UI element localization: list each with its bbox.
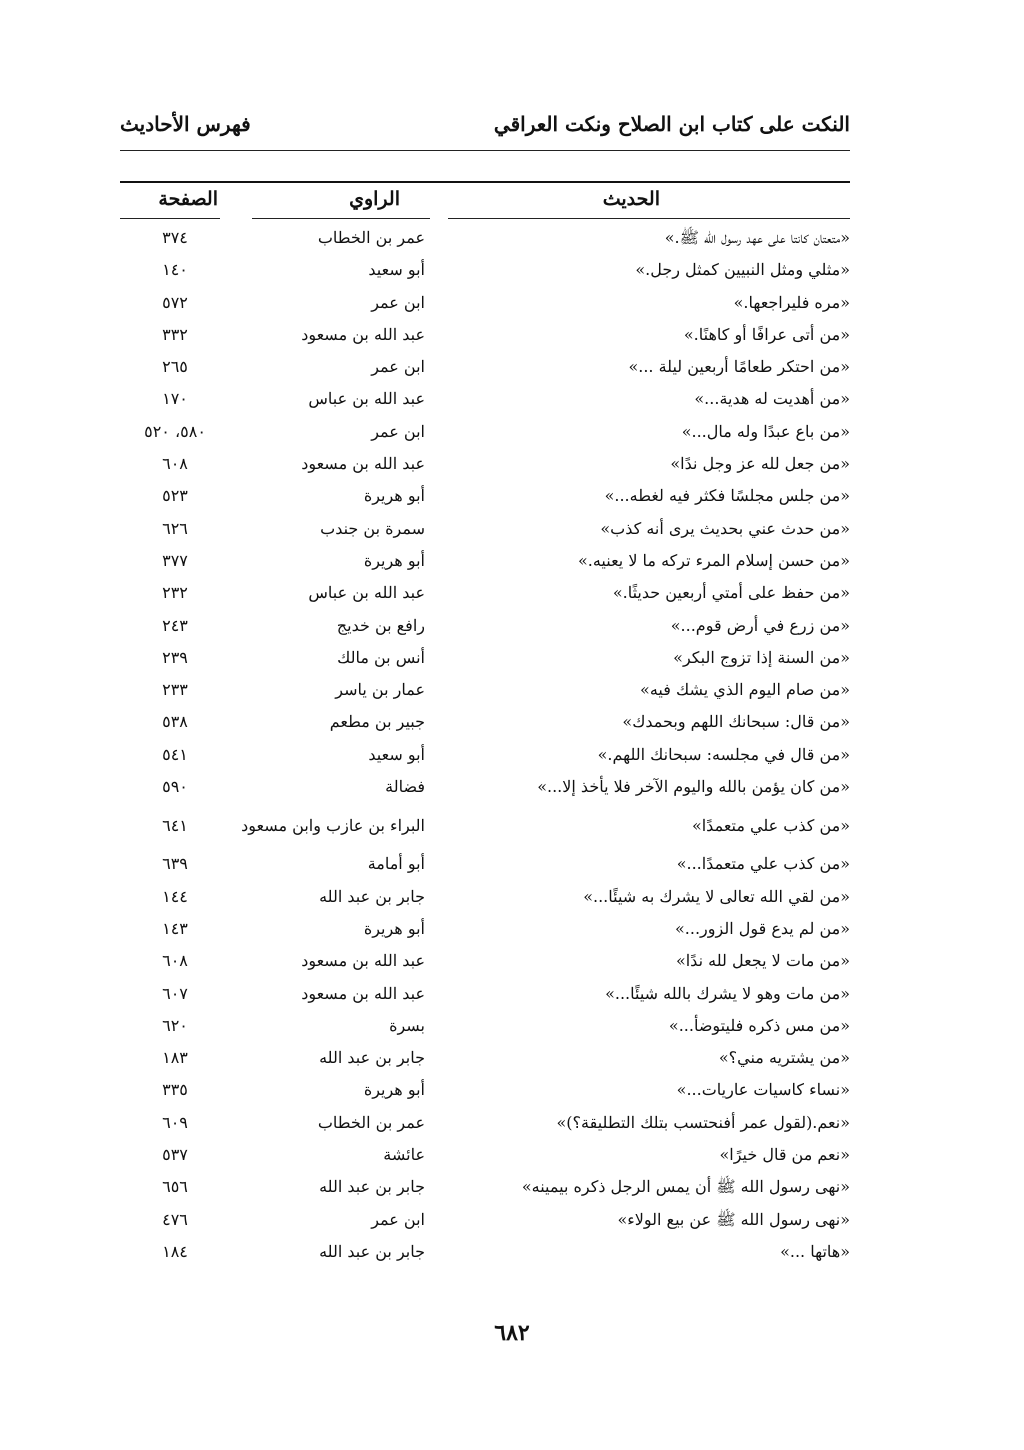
narrator-name: فضالة <box>385 777 425 797</box>
narrator-name: بسرة <box>389 1015 425 1035</box>
narrator-name: جابر بن عبد الله <box>319 1177 425 1197</box>
hadith-text: «متعتان كانتا على عهد رسول الله ﷺ.» <box>664 228 850 247</box>
hadith-text: «من جلس مجلسًا فكثر فيه لغطه...» <box>604 486 850 506</box>
narrator-name: جبير بن مطعم <box>329 712 425 732</box>
table-row <box>120 674 850 706</box>
page-reference: ٣٣٢ <box>162 324 188 344</box>
table-row <box>120 448 850 480</box>
narrator-name: أبو أمامة <box>367 854 425 874</box>
hadith-text: «من لم يدع قول الزور...» <box>675 918 850 938</box>
narrator-name: أبو سعيد <box>368 744 425 764</box>
hadith-text: «من يشتريه مني؟» <box>718 1048 850 1068</box>
table-row <box>120 254 850 286</box>
narrator-name: ابن عمر <box>371 292 425 312</box>
page-reference: ٣٧٤ <box>162 228 188 247</box>
page-reference: ٥٣٧ <box>162 1145 188 1165</box>
page-reference: ٥٩٠ <box>162 777 188 797</box>
table-row <box>120 739 850 771</box>
page-reference: ١٤٤ <box>162 886 188 906</box>
table-row <box>120 1074 850 1106</box>
hadith-text: «من باع عبدًا وله مال...» <box>681 421 850 441</box>
column-underline-page <box>120 218 220 219</box>
hadith-text: «مره فليراجعها.» <box>733 292 850 312</box>
table-row <box>120 978 850 1010</box>
table-row <box>120 1171 850 1203</box>
page-reference: ٦٠٧ <box>162 983 188 1003</box>
table-row <box>120 1139 850 1171</box>
hadith-text: «من حدث عني بحديث يرى أنه كذب» <box>600 518 850 538</box>
table-row <box>120 577 850 609</box>
hadith-text: «نهى رسول الله ﷺ عن بيع الولاء» <box>617 1209 850 1229</box>
table-row <box>120 803 850 848</box>
hadith-text: «نساء كاسيات عاريات...» <box>676 1080 850 1100</box>
page-reference: ١٤٠ <box>162 260 188 280</box>
hadith-text: «من السنة إذا تزوج البكر» <box>673 647 850 667</box>
narrator-name: عبد الله بن مسعود <box>301 454 425 474</box>
table-row <box>120 913 850 945</box>
page-reference: ٥٤١ <box>162 744 188 764</box>
hadith-text: «نهى رسول الله ﷺ أن يمس الرجل ذكره بيمينه» <box>521 1177 850 1197</box>
hadith-text: «نعم.(لقول عمر أفنحتسب بتلك التطليقة؟)» <box>556 1112 850 1132</box>
table-row <box>120 1042 850 1074</box>
table-row <box>120 945 850 977</box>
hadith-text: «من زرع في أرض قوم...» <box>670 615 850 635</box>
hadith-text: «من احتكر طعامًا أربعين ليلة ...» <box>628 357 850 377</box>
table-row <box>120 416 850 448</box>
hadith-text: «هاتها ...» <box>780 1241 850 1261</box>
hadith-text: «من مس ذكره فليتوضأ...» <box>668 1015 850 1035</box>
hadith-text: «من حسن إسلام المرء تركه ما لا يعنيه.» <box>577 550 850 570</box>
narrator-name: جابر بن عبد الله <box>319 1048 425 1068</box>
section-title: فهرس الأحاديث <box>120 112 251 136</box>
narrator-name: عبد الله بن عباس <box>308 583 425 603</box>
table-row <box>120 642 850 674</box>
page-reference: ١٨٣ <box>162 1048 188 1068</box>
narrator-name: عمار بن ياسر <box>335 680 425 700</box>
hadith-text: «من أهديت له هدية...» <box>694 389 850 409</box>
page-reference: ٤٧٦ <box>162 1209 188 1229</box>
narrator-name: أبو هريرة <box>363 550 425 570</box>
table-row <box>120 848 850 880</box>
hadith-text: «من قال: سبحانك اللهم وبحمدك» <box>622 712 850 732</box>
running-header <box>120 112 850 144</box>
table-row <box>120 222 850 254</box>
hadith-index-table <box>120 222 850 1268</box>
column-header-page: الصفحة <box>158 188 218 210</box>
hadith-text: «من قال في مجلسه: سبحانك اللهم.» <box>597 744 850 764</box>
narrator-name: جابر بن عبد الله <box>319 886 425 906</box>
page-reference: ٦٥٦ <box>162 1177 188 1197</box>
page-reference: ١٤٣ <box>162 918 188 938</box>
table-row <box>120 706 850 738</box>
table-row <box>120 771 850 803</box>
column-header-hadith: الحديث <box>602 188 660 210</box>
narrator-name: عمر بن الخطاب <box>317 228 425 247</box>
narrator-name: عبد الله بن مسعود <box>301 324 425 344</box>
narrator-name: أبو هريرة <box>363 918 425 938</box>
table-row <box>120 351 850 383</box>
page-reference: ١٨٤ <box>162 1241 188 1261</box>
narrator-name: ابن عمر <box>371 421 425 441</box>
table-row <box>120 513 850 545</box>
table-row <box>120 287 850 319</box>
narrator-name: البراء بن عازب وابن مسعود <box>241 816 425 836</box>
hadith-text: «من جعل لله عز وجل ندًا» <box>670 454 850 474</box>
page-number: ٦٨٢ <box>494 1320 530 1346</box>
hadith-text: «من كذب علي متعمدًا» <box>691 816 850 836</box>
page-reference: ٥٨٠، ٥٢٠ <box>144 421 206 441</box>
page-reference: ٢٤٣ <box>162 615 188 635</box>
page-reference: ٦٢٠ <box>162 1015 188 1035</box>
table-column-headers <box>120 188 850 218</box>
column-underline-narrator <box>252 218 430 219</box>
page-reference: ٥٣٨ <box>162 712 188 732</box>
table-row <box>120 480 850 512</box>
hadith-text: «من كذب علي متعمدًا...» <box>676 854 850 874</box>
page-reference: ٢٣٣ <box>162 680 188 700</box>
page-reference: ٦٢٦ <box>162 518 188 538</box>
table-row <box>120 1107 850 1139</box>
page-reference: ٣٧٧ <box>162 550 188 570</box>
table-row <box>120 1236 850 1268</box>
column-header-narrator: الراوي <box>349 188 400 210</box>
table-row <box>120 319 850 351</box>
header-divider <box>120 150 850 151</box>
page-reference: ١٧٠ <box>162 389 188 409</box>
narrator-name: ابن عمر <box>371 1209 425 1229</box>
narrator-name: أبو سعيد <box>368 260 425 280</box>
narrator-name: عمر بن الخطاب <box>317 1112 425 1132</box>
hadith-text: «من صام اليوم الذي يشك فيه» <box>640 680 850 700</box>
narrator-name: جابر بن عبد الله <box>319 1241 425 1261</box>
narrator-name: عبد الله بن مسعود <box>301 983 425 1003</box>
page-reference: ٦٠٨ <box>162 951 188 971</box>
table-row <box>120 1010 850 1042</box>
table-row <box>120 610 850 642</box>
hadith-text: «نعم من قال خيرًا» <box>719 1145 850 1165</box>
page-reference: ٢٦٥ <box>162 357 188 377</box>
hadith-text: «من أتى عرافًا أو كاهنًا.» <box>683 324 850 344</box>
table-row <box>120 881 850 913</box>
page-reference: ٥٧٢ <box>162 292 188 312</box>
page-reference: ٦٠٩ <box>162 1112 188 1132</box>
hadith-text: «من لقي الله تعالى لا يشرك به شيئًا...» <box>583 886 850 906</box>
narrator-name: عبد الله بن مسعود <box>301 951 425 971</box>
page-reference: ٦٠٨ <box>162 454 188 474</box>
hadith-text: «من مات لا يجعل لله ندًا» <box>675 951 850 971</box>
hadith-text: «من كان يؤمن بالله واليوم الآخر فلا يأخذ إلا...» <box>537 777 850 797</box>
page-reference: ٢٣٩ <box>162 647 188 667</box>
hadith-text: «مثلي ومثل النبيين كمثل رجل.» <box>635 260 850 280</box>
table-top-rule <box>120 181 850 183</box>
hadith-text: «من مات وهو لا يشرك بالله شيئًا...» <box>605 983 850 1003</box>
narrator-name: ابن عمر <box>371 357 425 377</box>
narrator-name: سمرة بن جندب <box>320 518 425 538</box>
page-reference: ٦٣٩ <box>162 854 188 874</box>
narrator-name: عبد الله بن عباس <box>308 389 425 409</box>
page-reference: ٣٣٥ <box>162 1080 188 1100</box>
table-row <box>120 383 850 415</box>
hadith-text: «من حفظ على أمتي أربعين حديثًا.» <box>612 583 850 603</box>
narrator-name: عائشة <box>383 1145 425 1165</box>
narrator-name: أبو هريرة <box>363 486 425 506</box>
table-row <box>120 545 850 577</box>
narrator-name: أبو هريرة <box>363 1080 425 1100</box>
page-reference: ٥٢٣ <box>162 486 188 506</box>
page-reference: ٢٣٢ <box>162 583 188 603</box>
page-reference: ٦٤١ <box>162 816 188 836</box>
narrator-name: أنس بن مالك <box>337 647 425 667</box>
book-title: النكت على كتاب ابن الصلاح ونكت العراقي <box>493 112 850 136</box>
table-row <box>120 1204 850 1236</box>
narrator-name: رافع بن خديج <box>336 615 425 635</box>
column-underline-hadith <box>448 218 850 219</box>
